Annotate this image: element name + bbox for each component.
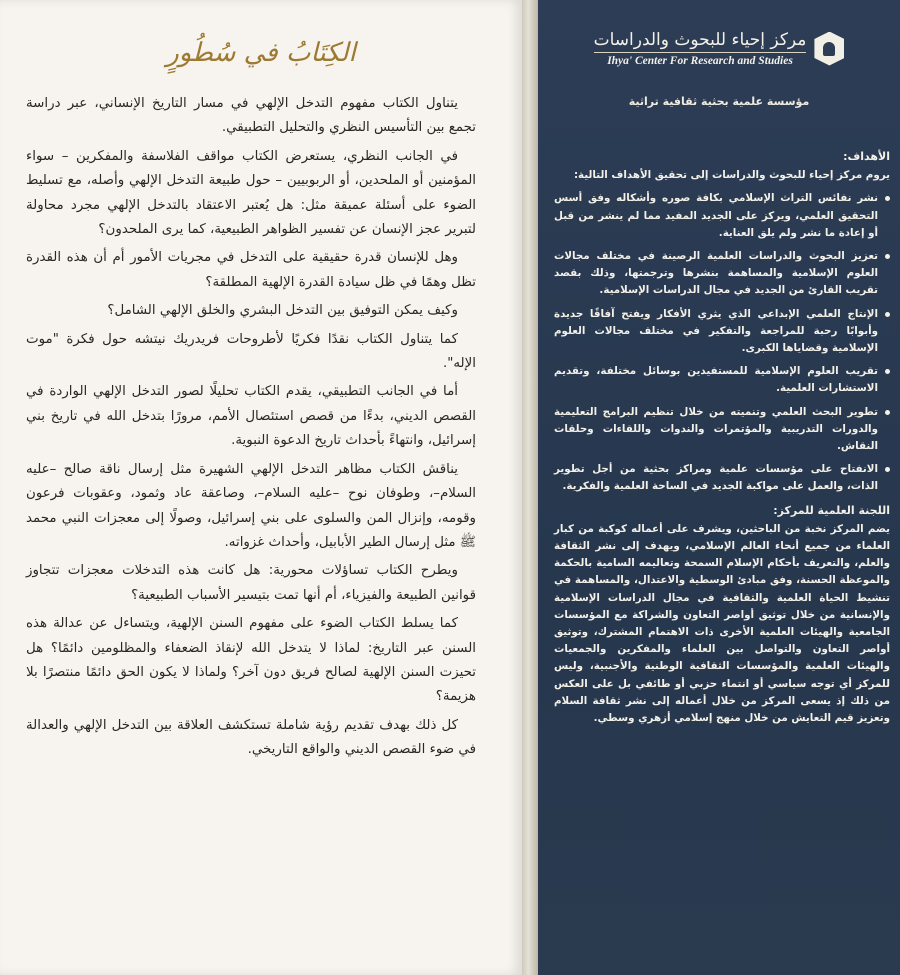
goal-text: الإنتاج العلمي الإبداعي الذي يثري الأفكار ويفتح آفاقًا جديدة وأبوابًا رحبة للمراجعة والتفكير في مختلف مجالات العلوم الإسلامية وقضاياها الكبرى. [554,307,878,355]
summary-paragraph: أما في الجانب التطبيقي، يقدم الكتاب تحليلًا لصور التدخل الإلهي الواردة في القصص الديني، بدءًا من قصص استئصال الأمم، مرورًا بتدخل الله في تاريخ بني إسرائيل، وانتهاءً بأحداث تاريخ الدعوة النبوية. [26,384,476,449]
summary-paragraph: كما يسلط الكتاب الضوء على مفهوم السنن الإلهية، ويتساءل عن عدالة هذه السنن عبر التاريخ: لماذا لا يتدخل الله لإنقاذ الضعفاء والمظلومين دائمًا؟ هل تحيزت السنن الإلهية لصالح فريق دون آخر؟ ولماذا لا يكون الحق دائمًا منتصرًا بلا هزيمة؟ [26,616,476,705]
committee-heading: اللجنة العلمية للمركز: [773,503,890,517]
emblem-icon [814,32,844,66]
center-logo [538,30,900,67]
goals-intro: يروم مركز إحياء للبحوث والدراسات إلى تحقيق الأهداف التالية: [573,169,890,182]
goal-text: تعزيز البحوث والدراسات العلمية الرصينة في مختلف مجالات العلوم الإسلامية والمساهمة بنشرها وترجمتها، وذلك بقصد تقريب القارئ من الجديد في مجال الدراسات الإسلامية. [554,250,878,297]
bullet-icon [885,254,890,259]
center-info-page [538,0,900,975]
list-item [554,248,890,300]
summary-paragraph: في الجانب النظري، يستعرض الكتاب مواقف الفلاسفة والمفكرين – سواء المؤمنين أو الملحدين، أو الربوبيين – حول طبيعة التدخل الإلهي وأصله، مع تسليط الضوء على أسئلة عميقة مثل: هل يُعتبر الاعتقاد بالتدخل الإلهي مجرد محاولة لتبرير عجز الإنسان عن تفسير الظواهر الطبيعية، كما يرى الملحدون؟ [26,148,476,238]
list-item [554,306,890,358]
committee-text: يضم المركز نخبة من الباحثين، ويشرف على أعماله كوكبة من كبار العلماء من جميع أنحاء العالم الإسلامي، ويهدف إلى نشر الثقافة والعلم، والتعريف بأحكام الإسلام السمحة وتعاليمه السامية بالحكمة والموعظة الحسنة، وفق مبادئ الوسطية والاعتدال، والمساهمة في تنشيط الحياة العلمية والثقافية في مجال الدراسات الإسلامية والإنسانية من خلال توثيق أواصر التعاون والشراكة مع المؤسسات الجامعية والهيئات العلمية الأخرى ذات الاهتمام المشترك، وتوثيق أواصر التعاون والتواصل بين العلماء والمفكرين والجمعيات والهيئات العلمية والمؤسسات الثقافية الوطنية والأجنبية، وليس للمركز أي توجه سياسي أو انتماء حزبي أو طائفي بل على العكس من ذلك إذ يسعى المركز من خلال أعماله إلى نشر ثقافة السلام وتعزيز قيم التعايش من خلال منهج إسلامي أزهري وسطي. [554,522,890,725]
logo-text [594,30,807,67]
list-item [554,363,890,397]
list-item [554,461,890,495]
summary-paragraph: وهل للإنسان قدرة حقيقية على التدخل في مجريات الأمور أم أن هذه القدرة تظل وهمًا في ظل سيادة القدرة الإلهية المطلقة؟ [26,250,476,290]
bullet-icon [885,410,890,415]
bullet-icon [885,312,890,317]
bullet-icon [885,369,890,374]
summary-paragraph: ويطرح الكتاب تساؤلات محورية: هل كانت هذه التدخلات معجزات تتجاوز قوانين الطبيعة والفيزياء، أم أنها تمت بتيسير الأسباب الطبيعية؟ [26,563,476,603]
summary-paragraph: يناقش الكتاب مظاهر التدخل الإلهي الشهيرة مثل إرسال ناقة صالح –عليه السلام–، وطوفان نوح –عليه السلام–، وصاعقة عاد وثمود، وعقوبات فرعون وقومه، وإنزال المن والسلوى على بني إسرائيل، وصولًا إلى معجزات النبي محمد ﷺ مثل إرسال الطير الأبابيل، وأحداث غزواته. [26,461,476,550]
bullet-icon [885,467,890,472]
goal-text: تقريب العلوم الإسلامية للمستفيدين بوسائل مختلفة، وتقديم الاستشارات العلمية. [554,365,878,395]
page-title: الكِتَابُ في سُطُورٍ [166,38,356,68]
list-item [554,190,890,242]
goal-text: تطوير البحث العلمي وتنميته من خلال تنظيم البرامج التعليمية والدورات التدريبية والمؤتمرات والندوات واللقاءات وحلقات النقاش. [554,405,878,453]
page-gap [522,0,538,975]
book-summary [26,92,476,767]
center-description [554,148,890,733]
goal-text: الانفتاح على مؤسسات علمية ومراكز بحثية من أجل تطوير الذات، والعمل على مواكبة الجديد في الساحة العلمية والفكرية. [554,463,878,493]
logo-arabic-name: مركز إحياء للبحوث والدراسات [594,30,807,53]
summary-paragraph: كل ذلك بهدف تقديم رؤية شاملة تستكشف العلاقة بين التدخل الإلهي والعدالة في ضوء القصص الديني والواقع التاريخي. [26,717,476,758]
goals-list [554,190,890,495]
goal-text: نشر نفائس التراث الإسلامي بكافة صوره وأشكاله وفق أسس التحقيق العلمي، ويركز على الجديد المفيد مما لم ينشر من قبل أو إعادة ما نشر ولم يلق العناية. [554,192,878,239]
logo-english-name: Ihya' Center For Research and Studies [607,55,793,67]
summary-paragraph: يتناول الكتاب مفهوم التدخل الإلهي في مسار التاريخ الإنساني، عبر دراسة تجمع بين التأسيس النظري والتحليل التطبيقي. [26,96,476,136]
bullet-icon [885,196,890,201]
center-tagline: مؤسسة علمية بحثية ثقافية تراثية [628,95,810,108]
summary-paragraph: كما يتناول الكتاب نقدًا فكريًا لأطروحات فريدريك نيتشه حول فكرة "موت الإله". [26,331,476,372]
summary-paragraph: وكيف يمكن التوفيق بين التدخل البشري والخلق الإلهي الشامل؟ [107,303,458,319]
list-item [554,404,890,456]
goals-heading: الأهداف: [843,150,890,163]
